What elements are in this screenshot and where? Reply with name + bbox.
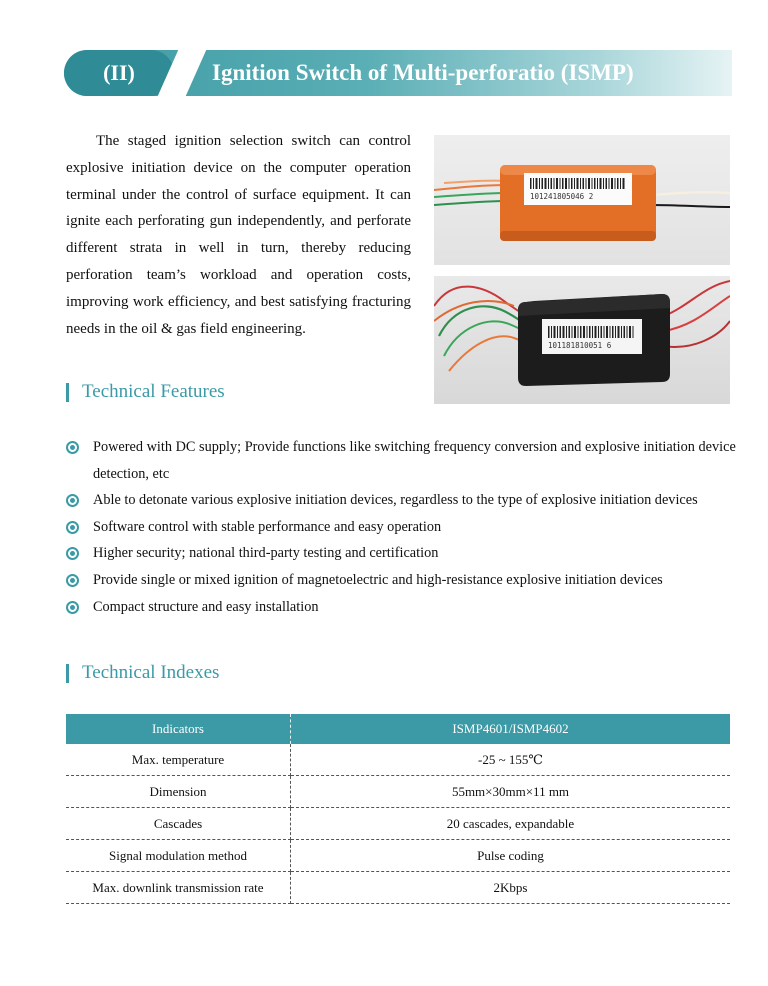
feature-text: Software control with stable performance and easy operation: [93, 518, 442, 535]
table-row: [66, 744, 730, 776]
table-row: [66, 808, 730, 840]
table-row: [66, 840, 730, 872]
bullet-icon: [66, 601, 79, 614]
intro-text: The staged ignition selection switch can control explosive initiation device on the computer operation terminal under the control of surface equipment. It can ignite each perforating gun independently, and perforate different strata in well in turn, thereby reducing perforation team’s workload and operation costs, improving work efficiency, and best satisfying fracturing needs in the oil & gas field engineering.: [66, 133, 411, 337]
indicator-cell: Cascades: [66, 808, 291, 840]
orange-device-image: [434, 135, 730, 265]
bullet-icon: [66, 494, 79, 507]
feature-text: Able to detonate various explosive initiation devices, regardless to the type of explosive initiation devices: [93, 492, 698, 509]
feature-item: [66, 594, 736, 621]
column-header-model: ISMP4601/ISMP4602: [291, 714, 731, 744]
column-header-indicators: Indicators: [66, 714, 291, 744]
feature-item: [66, 487, 736, 514]
feature-item: [66, 434, 736, 487]
section-banner: [64, 50, 732, 96]
indicator-cell: Dimension: [66, 776, 291, 808]
indicator-cell: Signal modulation method: [66, 840, 291, 872]
bullet-icon: [66, 441, 79, 454]
intro-paragraph: [66, 128, 411, 342]
technical-features-heading: Technical Features: [66, 380, 225, 404]
feature-text: Provide single or mixed ignition of magnetoelectric and high-resistance explosive initiation devices: [93, 571, 663, 588]
feature-item: [66, 514, 736, 541]
value-cell: 2Kbps: [291, 872, 731, 904]
value-cell: -25 ~ 155℃: [291, 744, 731, 776]
bullet-icon: [66, 521, 79, 534]
feature-text: Powered with DC supply; Provide functions like switching frequency conversion and explosive initiation device detection, etc: [93, 439, 736, 482]
bullet-icon: [66, 574, 79, 587]
table-header-row: [66, 714, 730, 744]
orange-device-photo: [434, 135, 730, 265]
value-cell: 55mm×30mm×11 mm: [291, 776, 731, 808]
feature-text: Compact structure and easy installation: [93, 598, 319, 615]
features-list: [66, 434, 736, 620]
spec-table: [66, 714, 730, 904]
table-row: [66, 872, 730, 904]
orange-label-code: 101241805046 2: [530, 192, 594, 201]
value-cell: 20 cascades, expandable: [291, 808, 731, 840]
technical-indexes-heading: Technical Indexes: [66, 661, 219, 685]
black-device-image: [434, 276, 730, 404]
indicator-cell: Max. downlink transmission rate: [66, 872, 291, 904]
black-label-code: 101181810051 6: [548, 341, 612, 350]
table-row: [66, 776, 730, 808]
feature-item: [66, 567, 736, 594]
indicator-cell: Max. temperature: [66, 744, 291, 776]
feature-text: Higher security; national third-party testing and certification: [93, 545, 439, 562]
page-title: Ignition Switch of Multi-perforatio (ISMP): [212, 60, 634, 85]
section-number-badge: (II): [64, 50, 174, 96]
black-device-photo: [434, 276, 730, 404]
value-cell: Pulse coding: [291, 840, 731, 872]
feature-item: [66, 540, 736, 567]
bullet-icon: [66, 547, 79, 560]
